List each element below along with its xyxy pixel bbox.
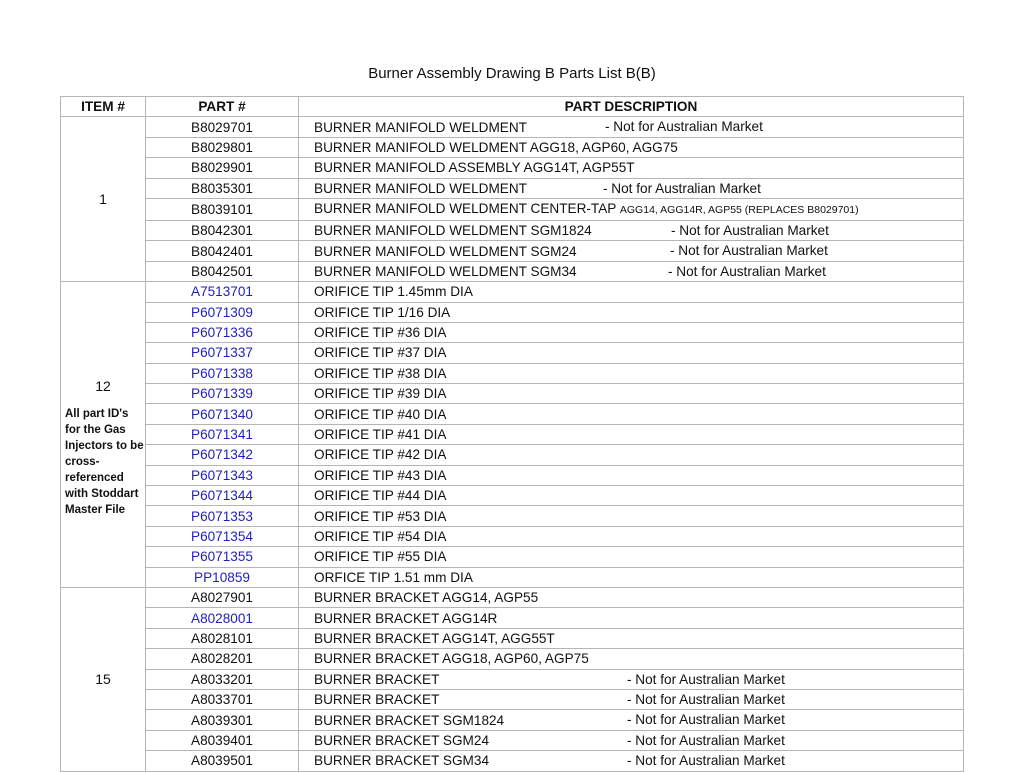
market-note: - Not for Australian Market <box>670 243 828 259</box>
table-row <box>61 587 964 607</box>
part-description: ORIFICE TIP #41 DIA <box>314 427 447 443</box>
market-note: - Not for Australian Market <box>671 222 829 238</box>
part-number: A8039401 <box>146 730 299 750</box>
table-row <box>61 302 964 322</box>
part-description: BURNER MANIFOLD WELDMENT CENTER-TAP <box>314 200 617 216</box>
part-number: A7513701 <box>146 282 299 302</box>
table-row <box>61 384 964 404</box>
part-number: A8033701 <box>146 689 299 709</box>
table-row <box>61 220 964 240</box>
table-row <box>61 424 964 444</box>
part-description-cell <box>299 689 964 709</box>
part-description: ORFICE TIP 1.51 mm DIA <box>314 569 473 585</box>
item-number: 15 <box>95 670 111 687</box>
part-description-cell <box>299 117 964 137</box>
part-description: ORIFICE TIP #37 DIA <box>314 345 447 361</box>
part-description-cell <box>299 465 964 485</box>
part-number: P6071353 <box>146 506 299 526</box>
table-row <box>61 117 964 137</box>
part-description: BURNER MANIFOLD WELDMENT SGM34 <box>314 263 577 279</box>
part-number: P6071355 <box>146 547 299 567</box>
table-row <box>61 198 964 220</box>
table-row <box>61 363 964 383</box>
parts-body <box>61 117 964 771</box>
header-description: PART DESCRIPTION <box>299 97 964 117</box>
part-description-cell <box>299 506 964 526</box>
part-description: ORIFICE TIP #42 DIA <box>314 447 447 463</box>
part-description-cell <box>299 649 964 669</box>
table-row <box>61 669 964 689</box>
part-description: ORIFICE TIP #44 DIA <box>314 488 447 504</box>
part-number: B8039101 <box>146 198 299 220</box>
market-note: - Not for Australian Market <box>668 263 826 279</box>
part-description-cell <box>299 404 964 424</box>
part-description: BURNER BRACKET SGM34 <box>314 753 489 769</box>
part-number: P6071339 <box>146 384 299 404</box>
part-description: BURNER BRACKET AGG14T, AGG55T <box>314 630 555 646</box>
part-description: ORIFICE TIP #53 DIA <box>314 508 447 524</box>
part-description-cell <box>299 445 964 465</box>
part-description: BURNER BRACKET AGG14, AGP55 <box>314 590 539 606</box>
item-number: 12 <box>95 378 111 395</box>
table-row <box>61 137 964 157</box>
document-title: Burner Assembly Drawing B Parts List B(B) <box>368 65 656 82</box>
part-description-cell <box>299 710 964 730</box>
part-description: ORIFICE TIP #43 DIA <box>314 467 447 483</box>
part-description-cell <box>299 363 964 383</box>
parts-table <box>60 96 964 772</box>
table-row <box>61 486 964 506</box>
part-description: BURNER MANIFOLD WELDMENT AGG18, AGP60, AGG75 <box>314 139 678 155</box>
header-part: PART # <box>146 97 299 117</box>
part-number: P6071337 <box>146 343 299 363</box>
table-header-row <box>61 97 964 117</box>
item-remark: All part ID's for the Gas Injectors to be cross-referenced with Stoddart Master File <box>65 408 144 517</box>
part-description-cell <box>299 158 964 178</box>
part-number: P6071340 <box>146 404 299 424</box>
market-note: - Not for Australian Market <box>627 671 785 687</box>
part-number: B8029701 <box>146 117 299 137</box>
table-row <box>61 261 964 281</box>
part-description: ORIFICE TIP #40 DIA <box>314 406 447 422</box>
part-number: B8042301 <box>146 220 299 240</box>
part-description: BURNER BRACKET AGG18, AGP60, AGP75 <box>314 651 589 667</box>
part-number: P6071343 <box>146 465 299 485</box>
table-row <box>61 282 964 302</box>
part-description-cell <box>299 302 964 322</box>
part-number: B8035301 <box>146 178 299 198</box>
part-number: P6071342 <box>146 445 299 465</box>
table-row <box>61 465 964 485</box>
part-description: BURNER BRACKET AGG14R <box>314 610 498 626</box>
part-description-cell <box>299 567 964 587</box>
item-number-cell <box>61 587 146 771</box>
part-number: A8028201 <box>146 649 299 669</box>
part-number: B8029901 <box>146 158 299 178</box>
table-row <box>61 567 964 587</box>
part-description: BURNER MANIFOLD WELDMENT <box>314 180 527 196</box>
table-row <box>61 404 964 424</box>
part-description-cell <box>299 282 964 302</box>
table-row <box>61 710 964 730</box>
part-description-cell <box>299 669 964 689</box>
item-number-cell <box>61 282 146 588</box>
part-description: BURNER BRACKET <box>314 671 440 687</box>
part-number: A8039301 <box>146 710 299 730</box>
table-row <box>61 547 964 567</box>
part-number: P6071354 <box>146 526 299 546</box>
part-description-cell <box>299 526 964 546</box>
part-description-cell <box>299 261 964 281</box>
market-note: - Not for Australian Market <box>627 732 785 748</box>
part-number: P6071341 <box>146 424 299 444</box>
table-row <box>61 241 964 261</box>
table-row <box>61 526 964 546</box>
part-description-cell <box>299 178 964 198</box>
part-description-cell <box>299 241 964 261</box>
part-number: P6071336 <box>146 322 299 342</box>
table-row <box>61 343 964 363</box>
part-description: ORIFICE TIP #36 DIA <box>314 325 447 341</box>
item-number: 1 <box>99 190 107 207</box>
table-row <box>61 649 964 669</box>
part-number: B8029801 <box>146 137 299 157</box>
part-number: A8028101 <box>146 628 299 648</box>
table-row <box>61 445 964 465</box>
part-number: P6071338 <box>146 363 299 383</box>
part-description-cell <box>299 486 964 506</box>
part-number: A8027901 <box>146 587 299 607</box>
part-description-cell <box>299 628 964 648</box>
part-description-cell <box>299 547 964 567</box>
part-description-cell <box>299 424 964 444</box>
part-number: P6071344 <box>146 486 299 506</box>
item-number-cell <box>61 117 146 282</box>
table-row <box>61 322 964 342</box>
part-description: BURNER MANIFOLD WELDMENT <box>314 119 527 135</box>
part-description-cell <box>299 343 964 363</box>
part-description-cell <box>299 751 964 771</box>
market-note: - Not for Australian Market <box>627 712 785 728</box>
part-number: B8042501 <box>146 261 299 281</box>
table-row <box>61 178 964 198</box>
part-description: ORIFICE TIP 1/16 DIA <box>314 304 451 320</box>
table-row <box>61 608 964 628</box>
table-row <box>61 506 964 526</box>
part-description: BURNER MANIFOLD WELDMENT SGM24 <box>314 243 577 259</box>
part-description: BURNER MANIFOLD ASSEMBLY AGG14T, AGP55T <box>314 160 635 176</box>
table-row <box>61 730 964 750</box>
part-description: BURNER BRACKET SGM1824 <box>314 712 505 728</box>
part-number: A8028001 <box>146 608 299 628</box>
table-row <box>61 158 964 178</box>
part-number: A8033201 <box>146 669 299 689</box>
market-note: - Not for Australian Market <box>627 691 785 707</box>
part-description-cell <box>299 220 964 240</box>
part-description: BURNER BRACKET <box>314 692 440 708</box>
part-description: ORIFICE TIP #38 DIA <box>314 365 447 381</box>
part-description-cell <box>299 198 964 220</box>
part-description-cell <box>299 384 964 404</box>
part-number: B8042401 <box>146 241 299 261</box>
market-note: - Not for Australian Market <box>603 180 761 196</box>
part-description: ORIFICE TIP #55 DIA <box>314 549 447 565</box>
market-note: - Not for Australian Market <box>627 753 785 769</box>
part-number: PP10859 <box>146 567 299 587</box>
part-description-cell <box>299 730 964 750</box>
part-description-cell <box>299 137 964 157</box>
part-number: P6071309 <box>146 302 299 322</box>
part-description-cell <box>299 587 964 607</box>
market-note: - Not for Australian Market <box>605 119 763 135</box>
header-item: ITEM # <box>61 97 146 117</box>
part-description-models: AGG14, AGG14R, AGP55 (REPLACES B8029701) <box>619 203 859 216</box>
part-description: ORIFICE TIP #54 DIA <box>314 529 447 544</box>
part-description: ORIFICE TIP 1.45mm DIA <box>314 284 473 300</box>
part-number: A8039501 <box>146 751 299 771</box>
part-description: BURNER BRACKET SGM24 <box>314 732 489 748</box>
part-description-cell <box>299 608 964 628</box>
table-row <box>61 689 964 709</box>
table-row <box>61 751 964 771</box>
table-row <box>61 628 964 648</box>
part-description: BURNER MANIFOLD WELDMENT SGM1824 <box>314 223 592 239</box>
part-description: ORIFICE TIP #39 DIA <box>314 386 447 402</box>
part-description-cell <box>299 322 964 342</box>
